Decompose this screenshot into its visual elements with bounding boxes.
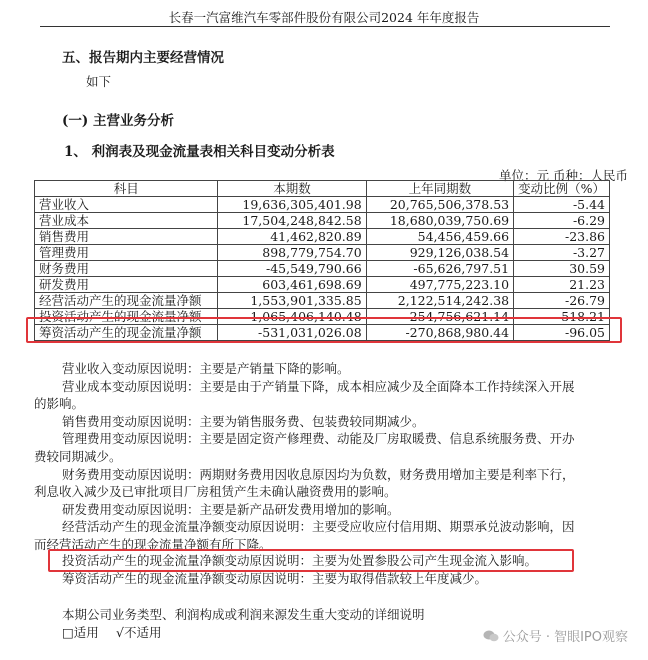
row-change-pct: -23.86 — [514, 229, 610, 245]
explanation-rnd: 研发费用变动原因说明：主要是新产品研发费用增加的影响。 — [62, 502, 400, 517]
row-change-pct: -5.44 — [514, 197, 610, 213]
row-prior-value: 18,680,039,750.69 — [366, 213, 513, 229]
row-prior-value: 2,122,514,242.38 — [366, 293, 513, 309]
explanation-finance: 财务费用变动原因说明：两期财务费用因收息原因均为负数，财务费用增加主要是利率下行， — [62, 467, 575, 482]
table-header-row — [35, 181, 610, 197]
table-row — [35, 245, 610, 261]
table-row — [35, 293, 610, 309]
explanation-cost-cont: 的影响。 — [34, 396, 85, 411]
row-current-value: 1,065,406,140.48 — [218, 309, 366, 325]
subsection-title: (一) 主营业务分析 — [62, 113, 174, 129]
row-change-pct: 518.21 — [514, 309, 610, 325]
row-subject: 营业成本 — [35, 213, 218, 229]
explanation-admin-cont: 费较同期减少。 — [34, 449, 122, 464]
row-current-value: 17,504,248,842.58 — [218, 213, 366, 229]
explanation-finance-cont: 利息收入减少及已审批项目厂房租赁产生未确认融资费用的影响。 — [34, 484, 397, 499]
section-intro: 如下 — [86, 74, 112, 89]
explanation-operating: 经营活动产生的现金流量净额变动原因说明：主要受应收应付信用期、期票承兑波动影响，因 — [62, 519, 575, 534]
row-change-pct: 21.23 — [514, 277, 610, 293]
table-row — [35, 261, 610, 277]
option-not-applicable: √不适用 — [116, 625, 162, 640]
row-subject: 销售费用 — [35, 229, 218, 245]
explanation-cost: 营业成本变动原因说明：主要是由于产销量下降，成本相应减少及全面降本工作持续深入开展 — [62, 379, 575, 394]
row-subject: 营业收入 — [35, 197, 218, 213]
row-prior-value: 497,775,223.10 — [366, 277, 513, 293]
row-prior-value: 54,456,459.66 — [366, 229, 513, 245]
explanation-operating-cont: 而经营活动产生的现金流量净额有所下降。 — [34, 537, 272, 552]
option-applicable: □适用 — [62, 625, 99, 640]
wechat-icon — [483, 629, 499, 647]
column-header-subject: 科目 — [35, 181, 218, 197]
row-change-pct: 30.59 — [514, 261, 610, 277]
table-row — [35, 197, 610, 213]
header-rule — [40, 26, 610, 27]
row-change-pct: -3.27 — [514, 245, 610, 261]
table-row — [35, 277, 610, 293]
row-subject: 研发费用 — [35, 277, 218, 293]
row-subject: 管理费用 — [35, 245, 218, 261]
watermark — [483, 626, 628, 647]
row-prior-value: -65,626,797.51 — [366, 261, 513, 277]
row-subject: 经营活动产生的现金流量净额 — [35, 293, 218, 309]
watermark-text: 公众号 · 智眼IPO观察 — [502, 630, 628, 645]
table-row — [35, 213, 610, 229]
row-change-pct: -26.79 — [514, 293, 610, 309]
row-change-pct: -6.29 — [514, 213, 610, 229]
row-change-pct: -96.05 — [514, 325, 610, 341]
column-header-change: 变动比例（%） — [514, 181, 610, 197]
row-prior-value: -254,756,621.14 — [366, 309, 513, 325]
column-header-prior: 上年同期数 — [366, 181, 513, 197]
row-prior-value: -270,868,980.44 — [366, 325, 513, 341]
explanation-highlight-box — [48, 549, 574, 572]
row-prior-value: 929,126,038.54 — [366, 245, 513, 261]
document-header: 长春一汽富维汽车零部件股份有限公司2024 年年度报告 — [168, 10, 480, 25]
row-current-value: -45,549,790.66 — [218, 261, 366, 277]
row-subject: 筹资活动产生的现金流量净额 — [35, 325, 218, 341]
row-prior-value: 20,765,506,378.53 — [366, 197, 513, 213]
explanation-investing: 投资活动产生的现金流量净额变动原因说明：主要为处置参股公司产生现金流入影响。 — [62, 553, 538, 568]
row-current-value: 898,779,754.70 — [218, 245, 366, 261]
explanation-financing: 筹资活动产生的现金流量净额变动原因说明：主要为取得借款较上年度减少。 — [62, 571, 488, 586]
detail-title: 本期公司业务类型、利润构成或利润来源发生重大变动的详细说明 — [62, 607, 425, 622]
row-subject: 财务费用 — [35, 261, 218, 277]
table-row — [35, 229, 610, 245]
row-current-value: 19,636,305,401.98 — [218, 197, 366, 213]
explanation-revenue: 营业收入变动原因说明：主要是产销量下降的影响。 — [62, 361, 350, 376]
row-subject: 投资活动产生的现金流量净额 — [35, 309, 218, 325]
row-current-value: -531,031,026.08 — [218, 325, 366, 341]
column-header-current: 本期数 — [218, 181, 366, 197]
unit-currency-line: 单位：元 币种：人民币 — [499, 168, 628, 183]
item-title: 1、 利润表及现金流量表相关科目变动分析表 — [64, 144, 335, 160]
row-current-value: 603,461,698.69 — [218, 277, 366, 293]
row-highlight-box — [26, 317, 622, 343]
row-current-value: 41,462,820.89 — [218, 229, 366, 245]
explanation-selling: 销售费用变动原因说明：主要为销售服务费、包装费较同期减少。 — [62, 414, 425, 429]
explanation-admin: 管理费用变动原因说明：主要是固定资产修理费、动能及厂房取暖费、信息系统服务费、开办 — [62, 431, 575, 446]
section-title: 五、报告期内主要经营情况 — [62, 50, 224, 66]
row-current-value: 1,553,901,335.85 — [218, 293, 366, 309]
